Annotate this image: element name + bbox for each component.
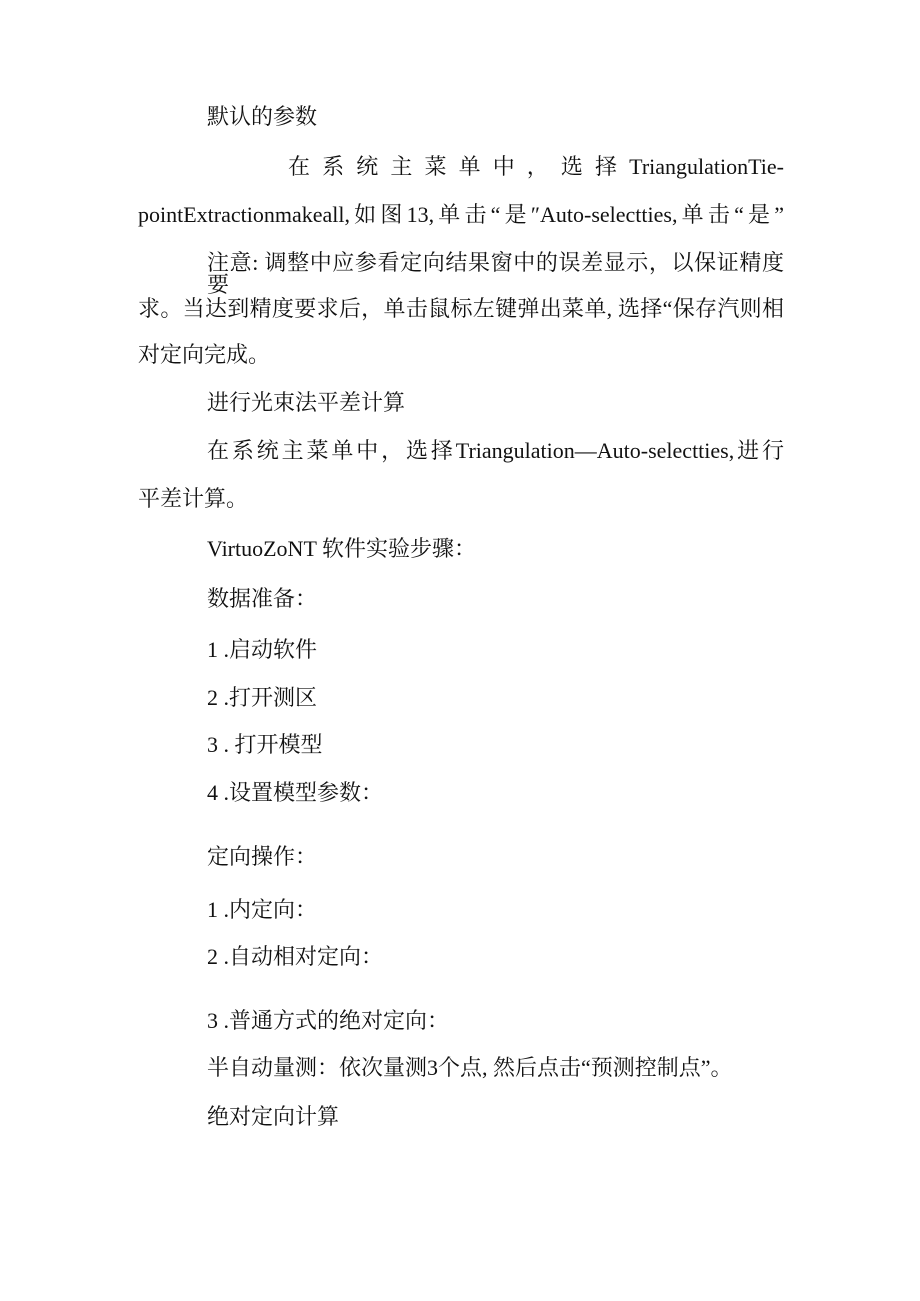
list-item: 1 .启动软件 <box>207 637 318 662</box>
list-item: 3 .普通方式的绝对定向： <box>207 1008 450 1033</box>
paragraph-line: 半自动量测：依次量测3个点, 然后点击“预测控制点”。 <box>207 1055 733 1080</box>
heading-data-prep: 数据准备： <box>207 586 318 611</box>
list-item: 2 .打开测区 <box>207 685 318 710</box>
list-item: 3 . 打开模型 <box>207 732 323 757</box>
paragraph-line: pointExtractionmakeall,如图13,单击“是″Auto-selectties,单击“是” <box>138 202 784 227</box>
heading-bundle-adjustment: 进行光束法平差计算 <box>207 390 406 415</box>
list-item: 2 .自动相对定向： <box>207 944 384 969</box>
heading-absolute-orientation: 绝对定向计算 <box>207 1104 340 1129</box>
paragraph-line: 对定向完成。 <box>138 342 271 367</box>
heading-default-params: 默认的参数 <box>207 104 318 129</box>
list-item: 1 .内定向： <box>207 897 318 922</box>
paragraph-line: 求。当达到精度要求后，单击鼠标左键弹出菜单, 选择“保存汽则相 <box>138 296 784 321</box>
paragraph-line: 在系统主菜单中，选择Triangulation—Auto-selectties,进行 <box>207 438 784 463</box>
heading-software-steps: VirtuoZoNT 软件实验步骤： <box>207 536 476 561</box>
paragraph-line: 在 系 统 主 菜 单 中 ， 选 择 TriangulationTie- <box>288 154 784 179</box>
heading-orientation-ops: 定向操作： <box>207 844 318 869</box>
list-item: 4 .设置模型参数： <box>207 780 384 805</box>
paragraph-line: 平差计算。 <box>138 486 249 511</box>
paragraph-line: 注意: 调整中应参看定向结果窗中的误差显示，以保证精度要 <box>207 250 784 297</box>
